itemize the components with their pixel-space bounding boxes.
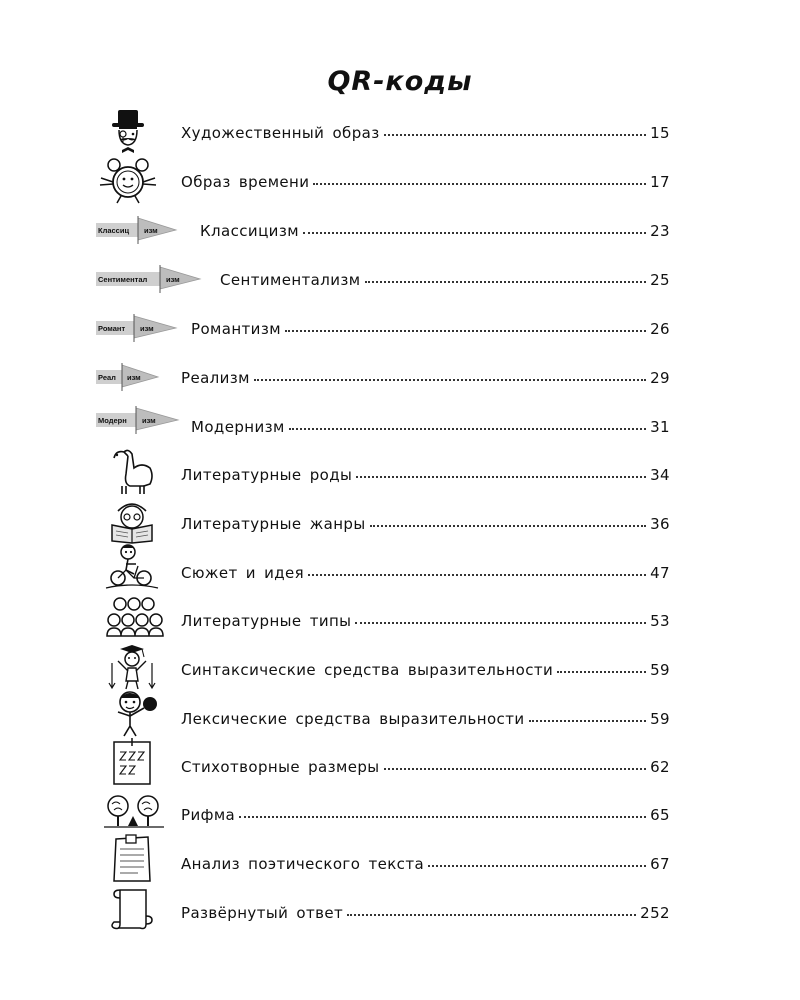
toc-label: Реализм [181, 369, 250, 387]
toc-entry [181, 710, 670, 728]
toc-label: Художественный образ [181, 124, 380, 142]
gentleman-icon [104, 108, 154, 156]
flag-label-left: Сентиментал [98, 275, 148, 284]
toc-label: Стихотворные размеры [181, 758, 380, 776]
toc-row[interactable] [0, 108, 800, 156]
toc-page-number: 47 [650, 564, 670, 582]
toc-label: Анализ поэтического текста [181, 855, 425, 873]
flag-icon [96, 214, 180, 244]
flag-label-right: изм [142, 416, 156, 425]
graduate-icon [104, 643, 160, 691]
flag-label-left: Романт [98, 324, 126, 333]
toc-page-number: 62 [650, 758, 670, 776]
toc-entry [181, 124, 670, 142]
toc-row[interactable] [0, 450, 800, 498]
toc-row[interactable] [0, 353, 800, 401]
scroll-icon [108, 884, 156, 932]
leader-dots [384, 134, 647, 136]
toc-label: Рифма [181, 806, 236, 824]
toc-entry [181, 806, 670, 824]
trees-icon [104, 794, 164, 830]
leader-dots [428, 865, 646, 867]
toc-row[interactable] [0, 157, 800, 205]
thinker-icon [104, 688, 160, 738]
toc-row[interactable] [0, 645, 800, 693]
toc-page-number: 34 [650, 466, 670, 484]
leader-dots [313, 183, 646, 185]
toc-page-number: 59 [650, 710, 670, 728]
flag-label-right: изм [144, 226, 158, 235]
toc-label: Сентиментализм [220, 271, 361, 289]
camel-icon [104, 444, 160, 496]
toc-entry [220, 271, 670, 289]
toc-row[interactable] [0, 888, 800, 936]
leader-dots [384, 768, 647, 770]
toc-page-number: 15 [650, 124, 670, 142]
toc-label: Литературные роды [181, 466, 353, 484]
toc-label: Литературные жанры [181, 515, 366, 533]
flag-icon [96, 404, 186, 434]
toc-entry [181, 173, 670, 191]
leader-dots [303, 232, 646, 234]
toc-label: Литературные типы [181, 612, 352, 630]
toc-entry [191, 320, 670, 338]
toc-row[interactable] [0, 548, 800, 596]
toc-row[interactable] [0, 742, 800, 790]
toc-entry [181, 612, 670, 630]
toc-page-number: 31 [650, 418, 670, 436]
toc-entry [181, 515, 670, 533]
flag-label-right: изм [166, 275, 180, 284]
toc-page-number: 252 [640, 904, 670, 922]
toc-page-number: 29 [650, 369, 670, 387]
cyclist-icon [104, 542, 160, 594]
toc-entry [181, 855, 670, 873]
toc-row[interactable] [0, 255, 800, 303]
leader-dots [289, 428, 646, 430]
toc-entry [181, 564, 670, 582]
toc-entry [181, 466, 670, 484]
flag-label-left: Модерн [98, 416, 127, 425]
page-title: QR-коды [327, 66, 473, 97]
toc-row[interactable] [0, 402, 800, 450]
flag-label-right: изм [140, 324, 154, 333]
toc-page-number: 36 [650, 515, 670, 533]
leader-dots [347, 914, 636, 916]
flag-label-left: Классиц [98, 226, 130, 235]
flag-icon [96, 361, 166, 391]
toc-label: Модернизм [191, 418, 285, 436]
toc-page-number: 53 [650, 612, 670, 630]
toc-page-number: 17 [650, 173, 670, 191]
leader-dots [356, 476, 646, 478]
toc-entry [181, 758, 670, 776]
toc-label: Классицизм [200, 222, 299, 240]
toc-label: Сюжет и идея [181, 564, 305, 582]
leader-dots [557, 671, 646, 673]
toc-label: Образ времени [181, 173, 310, 191]
toc-page-number: 23 [650, 222, 670, 240]
flag-icon [96, 312, 186, 342]
toc-entry [181, 904, 670, 922]
flag-label-right: изм [127, 373, 141, 382]
toc-entry [200, 222, 670, 240]
flag-label-left: Реал [98, 373, 116, 382]
toc-row[interactable] [0, 790, 800, 838]
toc-page-number: 67 [650, 855, 670, 873]
leader-dots [365, 281, 647, 283]
toc-entry [181, 661, 670, 679]
toc-page-number: 59 [650, 661, 670, 679]
pinned-paper-icon [108, 833, 156, 885]
toc-row[interactable] [0, 596, 800, 644]
toc-page-number: 26 [650, 320, 670, 338]
toc-entry [181, 369, 670, 387]
toc-row[interactable] [0, 694, 800, 742]
leader-dots [370, 525, 647, 527]
toc-label: Развёрнутый ответ [181, 904, 344, 922]
toc-row[interactable] [0, 499, 800, 547]
toc-label: Лексические средства выразительности [181, 710, 525, 728]
leader-dots [529, 720, 647, 722]
leader-dots [285, 330, 646, 332]
toc-label: Романтизм [191, 320, 281, 338]
notes-sheet-icon [108, 738, 156, 788]
toc-page-number: 65 [650, 806, 670, 824]
leader-dots [239, 816, 646, 818]
leader-dots [355, 622, 646, 624]
people-group-icon [104, 596, 164, 642]
toc-entry [191, 418, 670, 436]
leader-dots [308, 574, 646, 576]
toc-row[interactable] [0, 839, 800, 887]
reader-icon [104, 497, 160, 545]
alarm-clock-icon [96, 157, 160, 205]
leader-dots [254, 379, 646, 381]
flag-icon [96, 263, 204, 293]
toc-row[interactable] [0, 304, 800, 352]
toc-label: Синтаксические средства выразительности [181, 661, 554, 679]
toc-row[interactable] [0, 206, 800, 254]
toc-page-number: 25 [650, 271, 670, 289]
